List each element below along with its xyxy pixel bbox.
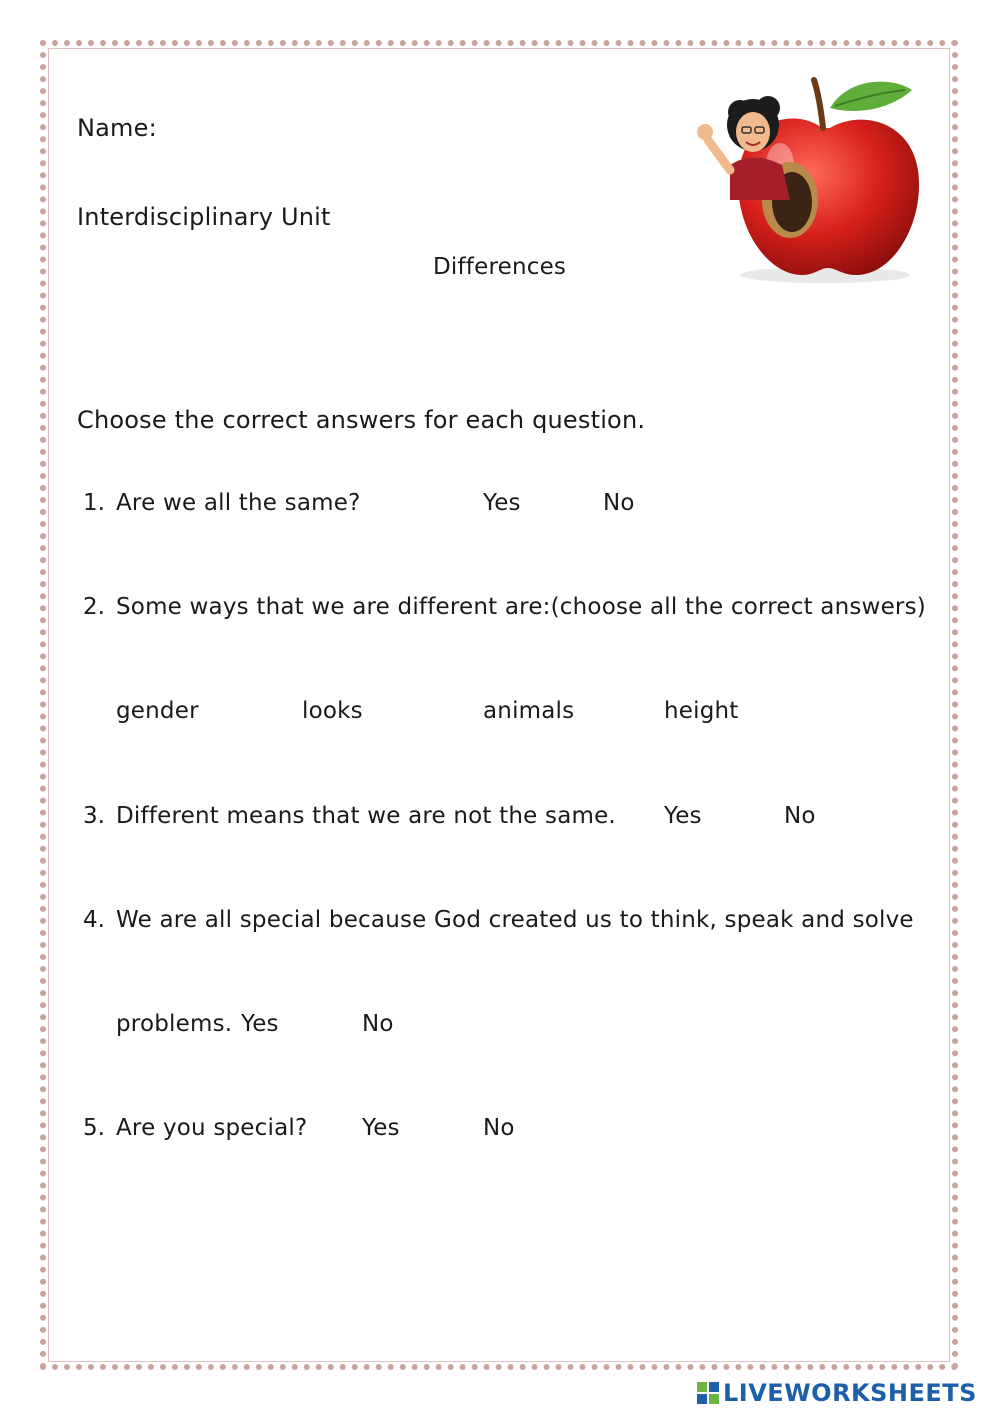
question-1-option-yes[interactable]: Yes [483,490,521,516]
subject-title: Differences [433,254,567,280]
question-5-option-yes[interactable]: Yes [362,1115,400,1141]
question-3-option-no[interactable]: No [784,803,816,829]
question-2-number: 2. [83,594,105,620]
question-3-number: 3. [83,803,105,829]
unit-label: Interdisciplinary Unit [77,203,331,231]
question-4-option-yes[interactable]: Yes [241,1011,279,1037]
question-4-text-continued: problems. [116,1011,233,1037]
instruction-text: Choose the correct answers for each question. [77,406,646,434]
question-2-option-height[interactable]: height [664,698,739,724]
brand-name: LIVEWORKSHEETS [723,1379,977,1407]
question-5-text: Are you special? [116,1115,308,1141]
question-1-number: 1. [83,490,105,516]
question-5-number: 5. [83,1115,105,1141]
liveworksheets-logo[interactable] [697,1378,977,1408]
question-1-text: Are we all the same? [116,490,361,516]
question-4-number: 4. [83,907,105,933]
question-2-option-looks[interactable]: looks [302,698,363,724]
question-2-text: Some ways that we are different are:(choose all the correct answers) [116,594,926,620]
question-4-option-no[interactable]: No [362,1011,394,1037]
question-3-option-yes[interactable]: Yes [664,803,702,829]
question-2-option-animals[interactable]: animals [483,698,575,724]
liveworksheets-logo-icon [697,1382,719,1404]
name-label: Name: [77,114,157,142]
question-2-option-gender[interactable]: gender [116,698,199,724]
question-4-text: We are all special because God created us to think, speak and solve [116,907,914,933]
question-1-option-no[interactable]: No [603,490,635,516]
apple-avatar-icon [690,70,930,290]
question-3-text: Different means that we are not the same. [116,803,616,829]
question-5-option-no[interactable]: No [483,1115,515,1141]
